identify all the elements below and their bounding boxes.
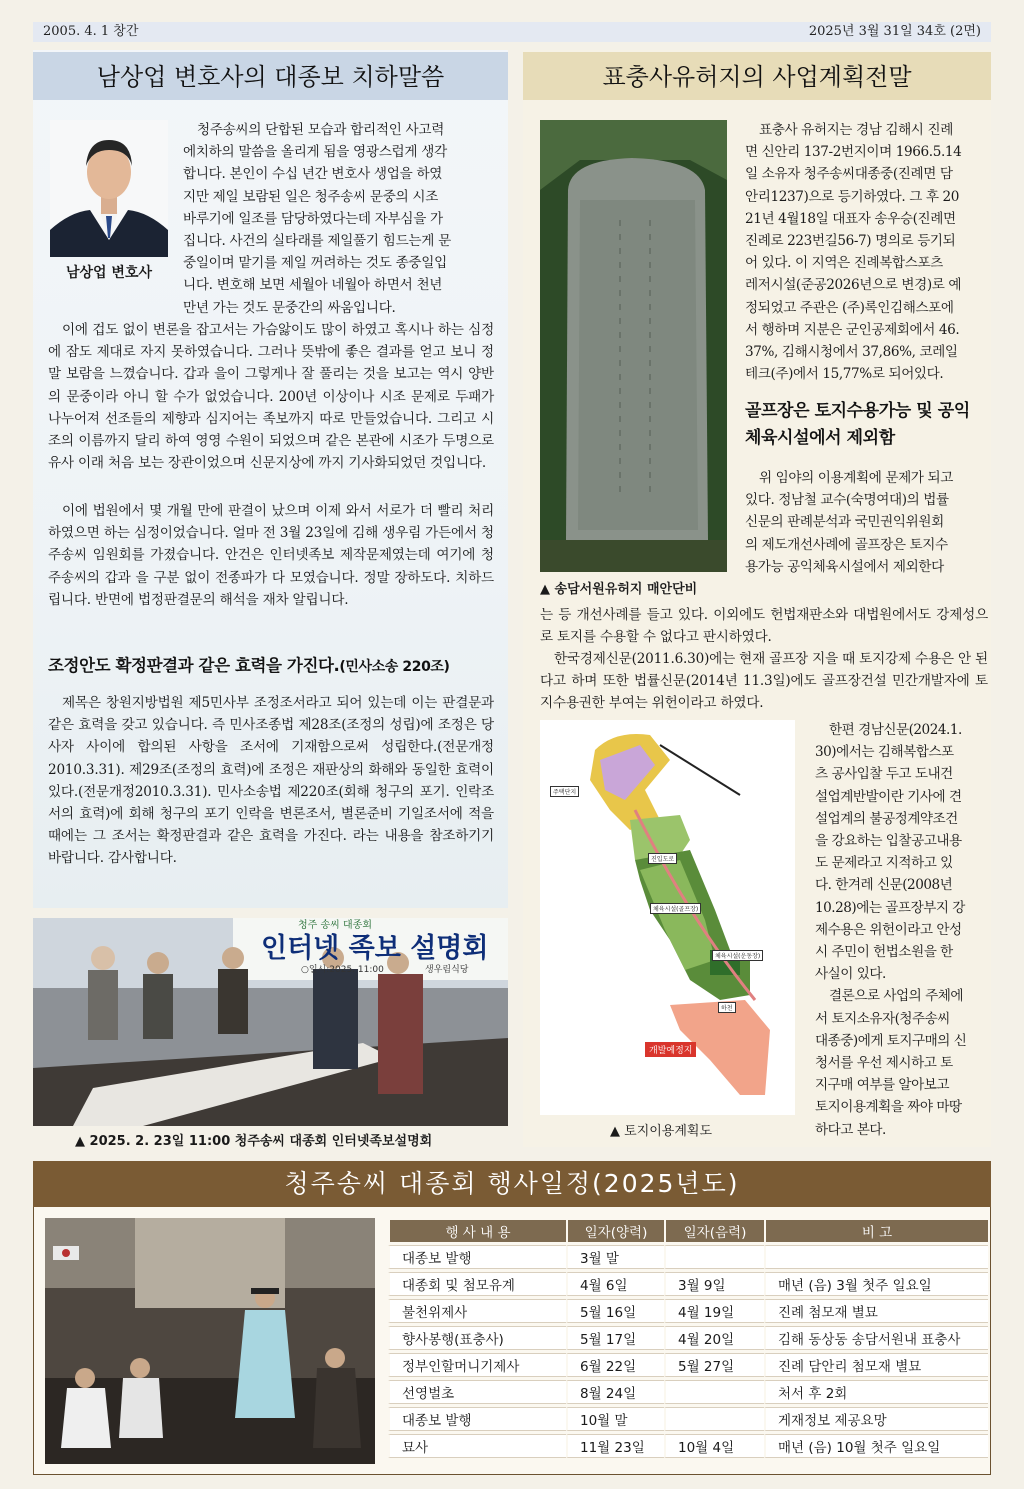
text-line: 30)에서는 김해복합스포: [815, 744, 954, 761]
solar-cell: 8월 24일: [566, 1380, 664, 1404]
meeting-photo: [33, 918, 508, 1126]
event-cell: 묘사: [388, 1434, 566, 1458]
left-article-title: 남상업 변호사의 대종보 치하말씀: [33, 52, 508, 100]
text-line: 을 강요하는 입찰공고내용: [815, 833, 962, 850]
banner-place: 생우림식당: [425, 965, 469, 975]
event-cell: 대종보 발행: [388, 1245, 566, 1269]
text-line: 레저시설(준공2026년으로 변경)로 예: [745, 277, 962, 294]
solar-cell: 10월 말: [566, 1407, 664, 1431]
event-cell: 향사봉행(표충사): [388, 1326, 566, 1350]
lunar-cell: 4월 19일: [664, 1299, 764, 1323]
meeting-photo-caption: ▲ 2025. 2. 23일 11:00 청주송씨 대종회 인터넷족보설명회: [75, 1134, 433, 1149]
event-cell: 대종보 발행: [388, 1407, 566, 1431]
lunar-cell: [664, 1245, 764, 1269]
table-row: [388, 1407, 988, 1431]
text-line: 한편 경남신문(2024.1.: [829, 722, 962, 738]
map-label-stadium: 체육시설(운동장): [712, 950, 763, 961]
text-line: 테크(주)에서 15,77%로 되어있다.: [745, 366, 944, 383]
table-row: [388, 1245, 988, 1269]
text-line: 용가능 공익체육시설에서 제외한다: [745, 558, 944, 575]
text-line: 지만 제일 보람된 일은 청주송씨 문중의 시조: [183, 188, 439, 205]
lunar-cell: 3월 9일: [664, 1272, 764, 1296]
text-line: 바루기에 일조를 담당하였다는데 자부심을 가: [183, 210, 443, 227]
text-line: 만년 가는 것도 문중간의 싸움입니다.: [183, 299, 396, 316]
text-line: 표충사 유허지는 경남 김해시 진례: [759, 122, 953, 138]
table-row: [388, 1299, 988, 1323]
note-cell: 진례 첨모재 별묘: [764, 1299, 988, 1323]
founding-date: 2005. 4. 1 창간: [43, 24, 139, 39]
lawyer-portrait-photo: [50, 120, 168, 257]
lunar-cell: 4월 20일: [664, 1326, 764, 1350]
left-paragraph-4: 제목은 창원지방법원 제5민사부 조정조서라고 되어 있는데 이는 판결문과 같은 효력을 갖고 있습니다. 즉 민사조종법 제28조(조정의 성립)에 조정은 당사자 사이에 합의된 사항을 조서에 기재함으로써 성립한다.(전문개정 2010.3.31). 제29조(조정의 효력)에 조정은 재판상의 화해와 동일한 효력이 있다.(전문개정2010.3.31). 민사소송법 제220조(회해 청구의 포기. 인락조서의 효력)에 회해 청구의 포기 인락을 변론조서, 별론준비 기일조서에 적을 때에는 그 조서는 확정판결과 같은 효력을 가진다. 라는 내용을 참조하기기 바랍니다. 감사합니다.: [48, 695, 494, 867]
note-cell: [764, 1245, 988, 1269]
ceremony-photo: [45, 1218, 375, 1464]
solar-cell: 5월 17일: [566, 1326, 664, 1350]
text-line: 합니다. 본인이 수십 년간 변호사 생업을 하였: [183, 166, 443, 183]
table-row: [388, 1434, 988, 1458]
left-paragraph-3: 이에 법원에서 몇 개월 만에 판결이 났으며 이제 와서 서로가 더 빨리 처리하였으면 하는 심정이었습니다. 얼마 전 3월 23일에 김해 생우림 가든에서 청주송씨 임원회를 가졌습니다. 안건은 인터넷족보 제작문제였는데 여기에 청주송씨의 갑과 을 구분 없이 전종파가 다 모였습니다. 정말 장하도다. 치하드립니다. 반면에 법정판결문의 해석을 재차 알립니다.: [48, 503, 494, 608]
schedule-header-row: [388, 1220, 988, 1242]
text-line: 청주송씨의 단합된 모습과 합리적인 사고력: [197, 122, 445, 138]
text-line: 도 문제라고 지적하고 있: [815, 855, 953, 872]
col-header-lunar: 일자(음력): [664, 1220, 764, 1242]
banner-detail: ○일시:2025. 11:00: [301, 965, 384, 975]
text-line: 위 임야의 이용계획에 문제가 되고: [759, 470, 953, 486]
event-cell: 불천위제사: [388, 1299, 566, 1323]
text-line: 중일이며 맡기를 제일 꺼려하는 것도 종중일입: [183, 255, 447, 272]
lunar-cell: 10월 4일: [664, 1434, 764, 1458]
lunar-cell: [664, 1407, 764, 1431]
text-line: 설업계의 불공정계약조건: [815, 810, 958, 827]
stone-photo-caption: ▲ 송담서원유허지 매안단비: [540, 582, 698, 597]
note-cell: 김해 동상동 송담서원내 표충사: [764, 1326, 988, 1350]
issue-info: 2025년 3월 31일 34호 (2면): [808, 24, 981, 39]
text-line: 다. 한겨레 신문(2008년: [815, 877, 953, 894]
text-line: 니다. 변호해 보면 세월아 네월아 하면서 천년: [183, 277, 443, 294]
land-use-map: [540, 720, 795, 1115]
lunar-cell: [664, 1380, 764, 1404]
table-row: [388, 1353, 988, 1377]
right-p5-lines: [815, 719, 990, 1141]
event-cell: 대종회 및 첨모유계: [388, 1272, 566, 1296]
table-row: [388, 1326, 988, 1350]
text-line: 토지이용계획을 짜야 마땅: [815, 1099, 962, 1116]
text-line: 37%, 김해시청에서 37,86%, 코레일: [745, 344, 958, 361]
text-line: 지구매 여부를 알아보고: [815, 1077, 949, 1094]
text-line: 진례로 223번길56-7) 명의로 등기되: [745, 233, 956, 250]
map-label-road: 진입도로: [648, 853, 677, 864]
text-line: 일 소유자 청주송씨대종중(진례면 담: [745, 166, 953, 183]
text-line: 10.28)에는 골프장부지 강: [815, 899, 965, 916]
map-caption: ▲ 토지이용계획도: [610, 1124, 713, 1139]
text-line: 안리1237)으로 등기하였다. 그 후 20: [745, 188, 960, 205]
event-cell: 선영벌초: [388, 1380, 566, 1404]
solar-cell: 4월 6일: [566, 1272, 664, 1296]
portrait-caption: 남상업 변호사: [65, 265, 153, 281]
note-cell: 처서 후 2회: [764, 1380, 988, 1404]
solar-cell: 5월 16일: [566, 1299, 664, 1323]
text-line: 사실이 있다.: [815, 966, 886, 983]
text-line: 서 토지소유자(청주송씨: [815, 1010, 950, 1027]
map-label-dev-area: 개발예정지: [645, 1042, 696, 1057]
right-paragraph-3: 는 등 개선사례를 들고 있다. 이외에도 헌법재판소와 대법원에서도 강제성으로 토지를 수용할 수 없다고 판시하였다.: [540, 607, 988, 646]
left-subheading: [48, 652, 450, 676]
text-line: 대종중)에게 토지구매의 신: [815, 1032, 967, 1049]
note-cell: 게재정보 제공요망: [764, 1407, 988, 1431]
right-intro-lines: [745, 119, 987, 385]
text-line: 면 신안리 137-2번지이며 1966.5.14: [745, 144, 962, 161]
right-subheading: 골프장은 토지수용가능 및 공익체육시설에서 제외함: [745, 401, 970, 448]
col-header-event: 행 사 내 용: [388, 1220, 566, 1242]
solar-cell: 11월 23일: [566, 1434, 664, 1458]
event-cell: 정부인할머니기제사: [388, 1353, 566, 1377]
note-cell: 진례 담안리 첨모재 별묘: [764, 1353, 988, 1377]
map-label-housing: 주택단지: [550, 786, 579, 797]
text-line: 청서를 우선 제시하고 토: [815, 1055, 953, 1072]
banner-small-text: 청주 송씨 대종회: [298, 920, 372, 931]
text-line: 21년 4월18일 대표자 송우승(진례면: [745, 210, 956, 227]
banner-title: 인터넷 족보 설명회: [261, 933, 489, 964]
text-line: 집니다. 사건의 실타래를 제일풀기 힘드는게 문: [183, 233, 451, 250]
text-line: 제수용은 위헌이라고 안성: [815, 921, 962, 938]
text-line: 있다. 정남철 교수(숙명여대)의 법률: [745, 492, 949, 509]
table-row: [388, 1272, 988, 1296]
text-line: 서 행하며 지분은 군인공제회에서 46.: [745, 321, 960, 338]
text-line: 츠 공사입찰 두고 도내건: [815, 766, 953, 783]
text-line: 정되었고 주관은 (주)록인김해스포에: [745, 299, 954, 316]
map-label-golf: 체육시설(골프장): [650, 903, 701, 914]
note-cell: 매년 (음) 3월 첫주 일요일: [764, 1272, 988, 1296]
right-p2-lines: [745, 467, 987, 578]
text-line: 에치하의 말씀을 올리게 됨을 영광스럽게 생각: [183, 144, 447, 161]
stone-monument-photo: [540, 120, 727, 572]
masthead-bar: [33, 22, 991, 42]
map-label-river: 하천: [718, 1002, 736, 1013]
solar-cell: 6월 22일: [566, 1353, 664, 1377]
lunar-cell: 5월 27일: [664, 1353, 764, 1377]
col-header-note: 비 고: [764, 1220, 988, 1242]
subheading-ref: (민사소송 220조): [339, 659, 450, 675]
col-header-solar: 일자(양력): [566, 1220, 664, 1242]
right-paragraph-4: 한국경제신문(2011.6.30)에는 현재 골프장 지을 때 토지강제 수용은 안 된다고 하며 또한 법률신문(2014년 11.3일)에도 골프장건설 민간개발자에 토지수용권한 부여는 위헌이라고 하였다.: [540, 651, 988, 712]
text-line: 신문의 판례분석과 국민권익위원회: [745, 514, 944, 531]
text-line: 어 있다. 이 지역은 진례복합스포츠: [745, 255, 943, 272]
subheading-text: 조정안도 확정판결과 같은 효력을 가진다.: [48, 656, 340, 675]
table-row: [388, 1380, 988, 1404]
left-paragraph-2: 이에 겁도 없이 변론을 잡고서는 가슴앓이도 많이 하였고 혹시나 하는 심정에 잠도 제대로 자지 못하였습니다. 그러나 뜻밖에 좋은 결과를 얻고 보니 정말 보람을 느꼈습니다. 갑과 을이 그렇게나 잘 풀리는 것을 보고는 역시 양반의 문중이라 아니 할 수가 없었습니다. 200년 이상이나 시조 문제로 두패가 나누어져 선조들의 제향과 심지어는 족보까지 따로 만들었습니다. 그리고 시조의 이름까지 달리 하여 영영 수원이 되었으며 같은 본관에 시조가 두명으로 유사 이래 처음 보는 장관이었으며 신문지상에 까지 기사화되었던 것입니다.: [48, 322, 494, 472]
solar-cell: 3월 말: [566, 1245, 664, 1269]
text-line: 설업계반발이란 기사에 견: [815, 788, 962, 805]
right-article-title: 표충사유허지의 사업계획전말: [523, 52, 991, 100]
text-line: 시 주민이 헌법소원을 한: [815, 944, 953, 961]
text-line: 결론으로 사업의 주체에: [829, 988, 963, 1005]
text-line: 의 제도개선사례에 골프장은 토지수: [745, 536, 948, 553]
note-cell: 매년 (음) 10월 첫주 일요일: [764, 1434, 988, 1458]
schedule-title: 청주송씨 대종회 행사일정(2025년도): [33, 1161, 991, 1207]
schedule-table: [388, 1217, 988, 1461]
text-line: 하다고 본다.: [815, 1121, 886, 1138]
left-intro-lines: [183, 119, 495, 319]
